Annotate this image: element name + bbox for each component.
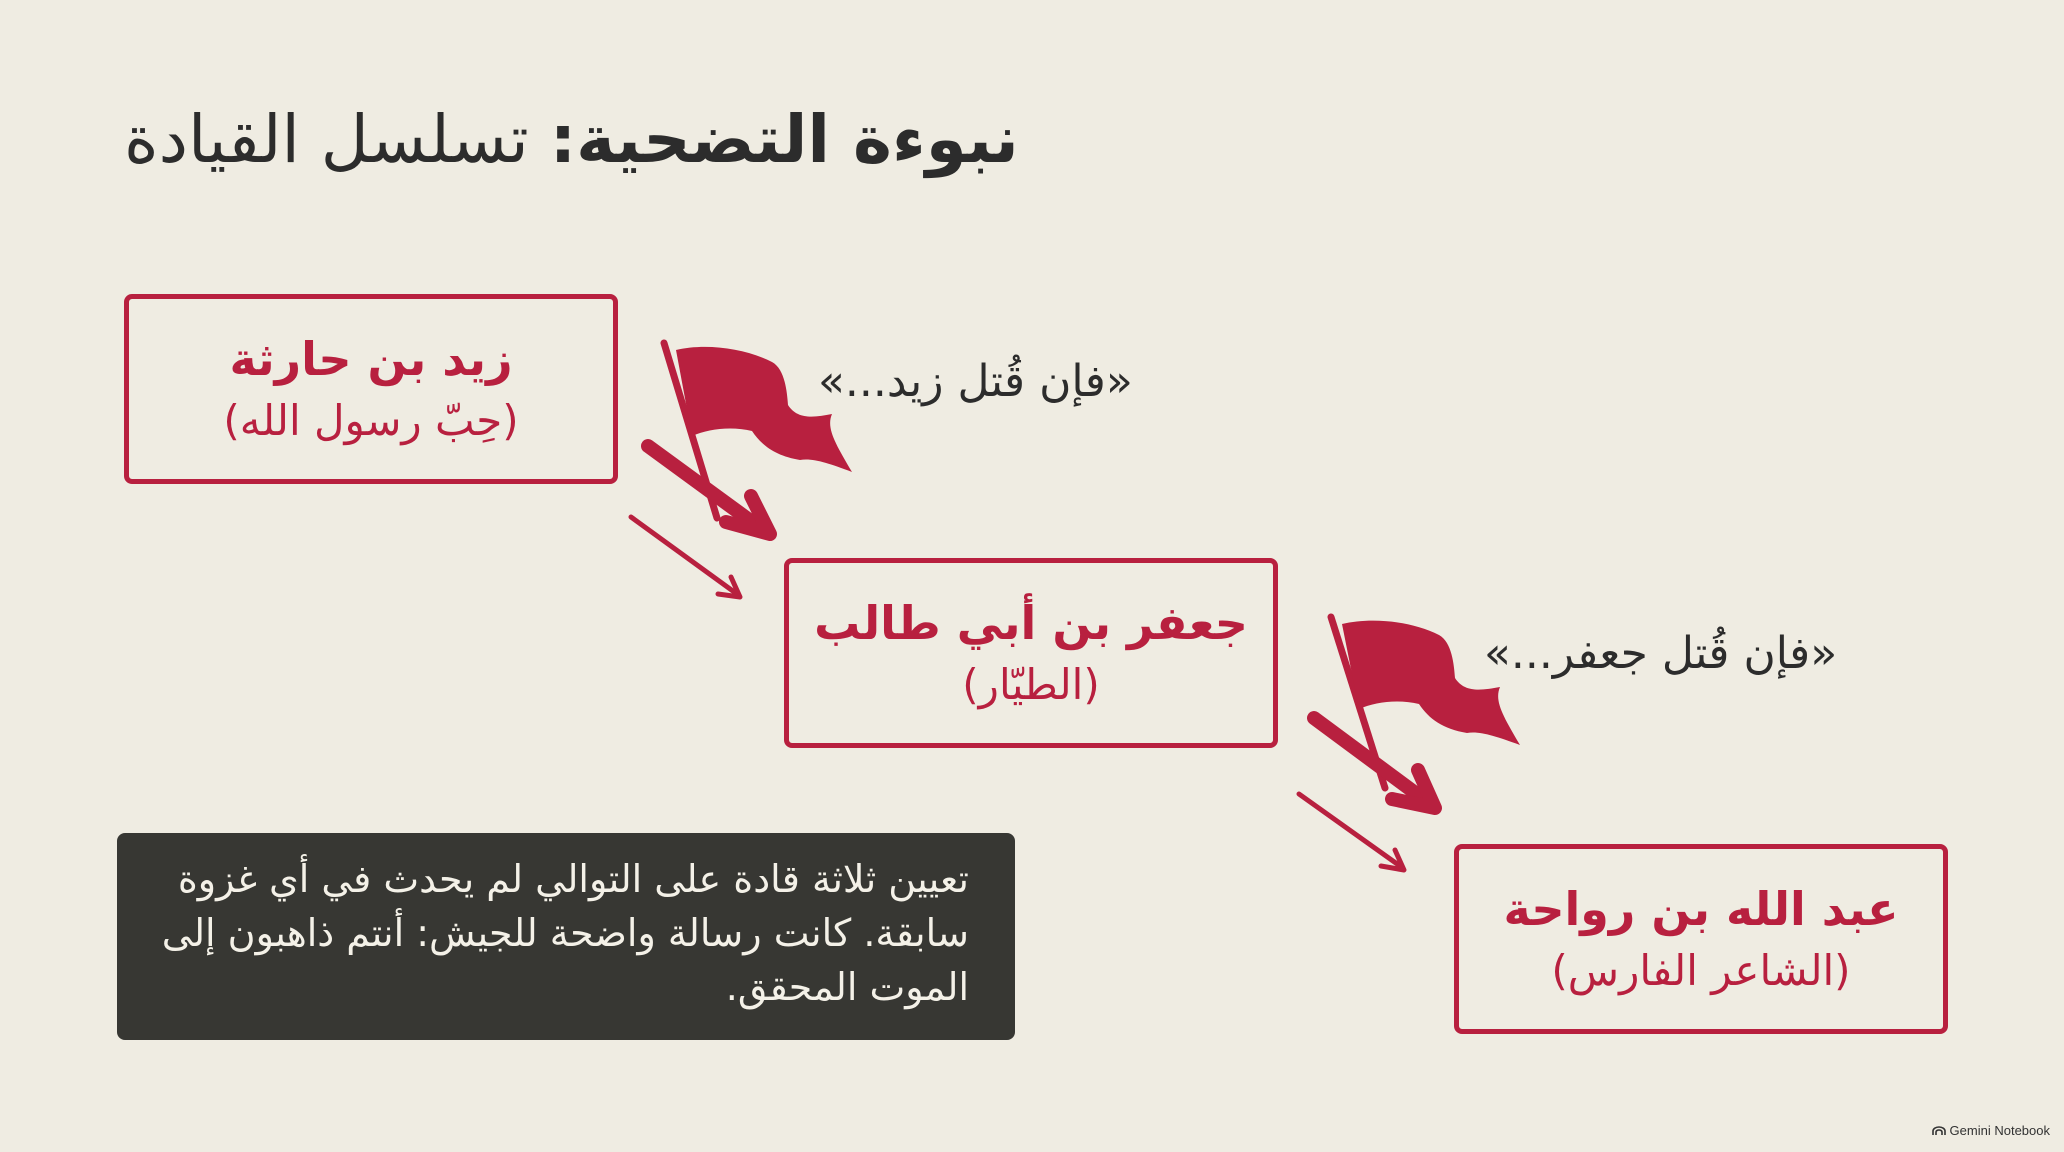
title-regular: تسلسل القيادة: [124, 101, 529, 178]
leader-name: جعفر بن أبي طالب: [814, 596, 1248, 651]
explanation-note: تعيين ثلاثة قادة على التوالي لم يحدث في أي غزوة سابقة. كانت رسالة واضحة للجيش: أنتم ذاهبون إلى الموت المحقق.: [117, 833, 1015, 1040]
brand-label: [1932, 1123, 2050, 1138]
leader-epithet: (حِبّ رسول الله): [223, 395, 519, 445]
leader-epithet: (الشاعر الفارس): [1551, 945, 1851, 995]
leader-name: عبد الله بن رواحة: [1503, 882, 1899, 937]
leader-box-abdullah: [1454, 844, 1948, 1034]
leader-box-jafar: [784, 558, 1278, 748]
quote-zayd: «فإن قُتل زيد...»: [818, 356, 1133, 407]
title-bold: نبوءة التضحية:: [549, 101, 1019, 178]
brand-text: Gemini Notebook: [1949, 1123, 2050, 1138]
brand-logo-icon: [1932, 1126, 1946, 1135]
leader-box-zayd: [124, 294, 618, 484]
leader-name: زيد بن حارثة: [229, 332, 513, 387]
leader-epithet: (الطيّار): [962, 659, 1100, 709]
quote-jafar: «فإن قُتل جعفر...»: [1484, 628, 1838, 679]
